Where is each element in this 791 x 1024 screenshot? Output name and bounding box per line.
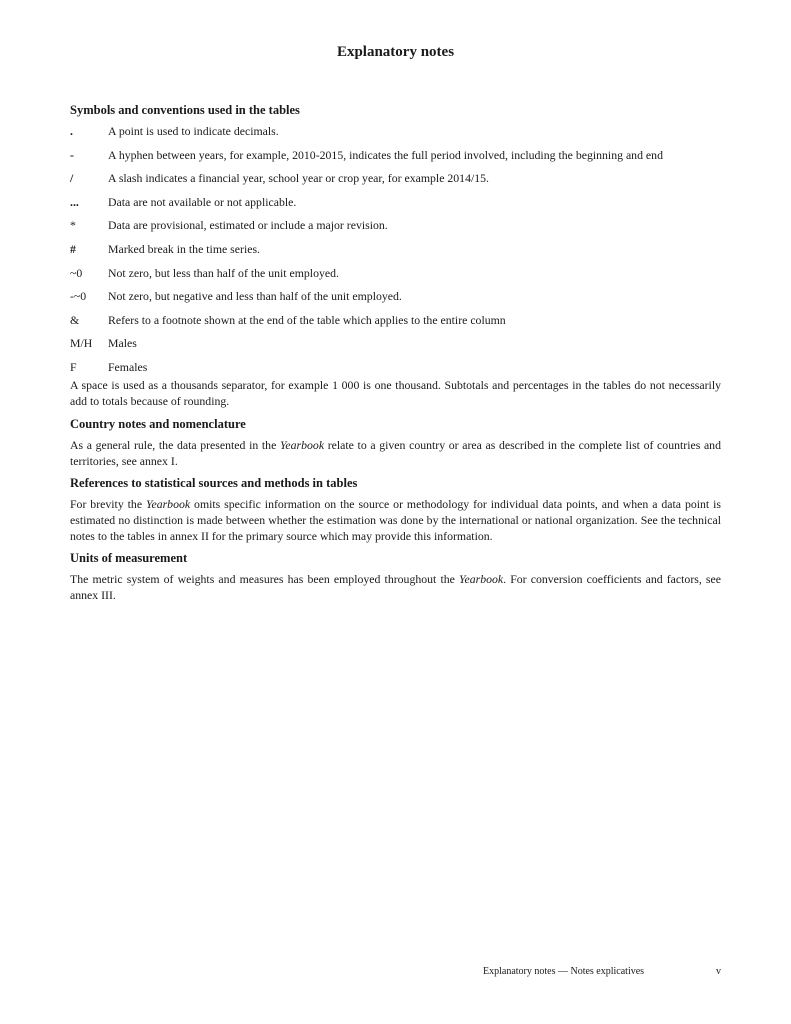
running-title: Explanatory notes — Notes explicatives [483, 966, 645, 977]
symbol: ~0 [70, 265, 83, 280]
symbol-row [70, 217, 721, 241]
notes-body [70, 101, 721, 608]
symbol: / [70, 171, 74, 186]
country-notes-section [70, 415, 721, 469]
section-heading: Units of measurement [70, 550, 188, 565]
text-segment: relate to a given country or area as described in the complete list of countries and territories, see annex I. [70, 437, 721, 468]
symbol-row [70, 194, 721, 218]
section-paragraph [70, 571, 721, 603]
page-title: Explanatory notes [336, 44, 455, 60]
symbol-row [70, 123, 721, 147]
symbol-description: Not zero, but negative and less than half of the unit employed. [108, 289, 402, 304]
yearbook-title: Yearbook [145, 496, 191, 511]
section-paragraph [70, 496, 721, 544]
symbol-row [70, 312, 721, 336]
symbol-row [70, 170, 721, 194]
symbol: -~0 [70, 289, 87, 304]
symbol: F [70, 359, 77, 374]
thousands-separator-note: A space is used as a thousands separator, for example 1 000 is one thousand. Subtotals and percentages in the tables do not necessarily add to totals because of rounding. [70, 377, 721, 408]
page-number: v [716, 966, 721, 977]
yearbook-title: Yearbook [459, 571, 504, 586]
text-segment: For brevity the [70, 496, 146, 511]
symbol-description: A slash indicates a financial year, school year or crop year, for example 2014/15. [108, 171, 490, 186]
page-footer [483, 966, 721, 977]
symbol-description: Data are not available or not applicable. [108, 194, 297, 209]
symbol-description: Refers to a footnote shown at the end of the table which applies to the entire column [108, 312, 506, 327]
symbol: # [70, 241, 76, 256]
symbol-row [70, 288, 721, 312]
symbols-heading: Symbols and conventions used in the tables [70, 103, 300, 117]
symbols-list [70, 123, 721, 383]
symbol: . [70, 124, 73, 138]
section-heading: Country notes and nomenclature [70, 416, 246, 431]
symbol-description: A hyphen between years, for example, 2010-2015, indicates the full period involved, including the beginning and end [108, 147, 663, 162]
symbol-row [70, 335, 721, 359]
symbol: - [70, 147, 74, 162]
symbol: ... [70, 194, 79, 209]
symbol-description: Not zero, but less than half of the unit employed. [108, 265, 339, 280]
text-segment: . For conversion coefficients and factors, see annex III. [70, 571, 721, 602]
symbol-description: Females [108, 359, 148, 374]
text-segment: As a general rule, the data presented in the [70, 437, 280, 452]
text-segment: The metric system of weights and measures has been employed throughout the [70, 571, 459, 586]
section-paragraph [70, 437, 721, 469]
symbol: M/H [70, 336, 93, 351]
symbol-row [70, 147, 721, 171]
symbol-row [70, 265, 721, 289]
symbol-description: Males [108, 336, 137, 351]
symbol-description: A point is used to indicate decimals. [108, 124, 279, 138]
section-heading: References to statistical sources and methods in tables [70, 475, 358, 490]
symbol: & [70, 312, 80, 327]
yearbook-title: Yearbook [279, 437, 325, 452]
symbol-row [70, 241, 721, 265]
references-section [70, 474, 721, 544]
symbol-description: Data are provisional, estimated or include a major revision. [108, 218, 388, 233]
symbol: * [70, 218, 76, 233]
symbol-description: Marked break in the time series. [108, 241, 260, 256]
units-section [70, 549, 721, 603]
text-segment: omits specific information on the source or methodology for individual data points, and when a data point is estimated no distinction is made between whether the estimation was done by the international or national organization. See the technical notes to the tables in annex II for the primary source which may provide this information. [70, 496, 721, 543]
